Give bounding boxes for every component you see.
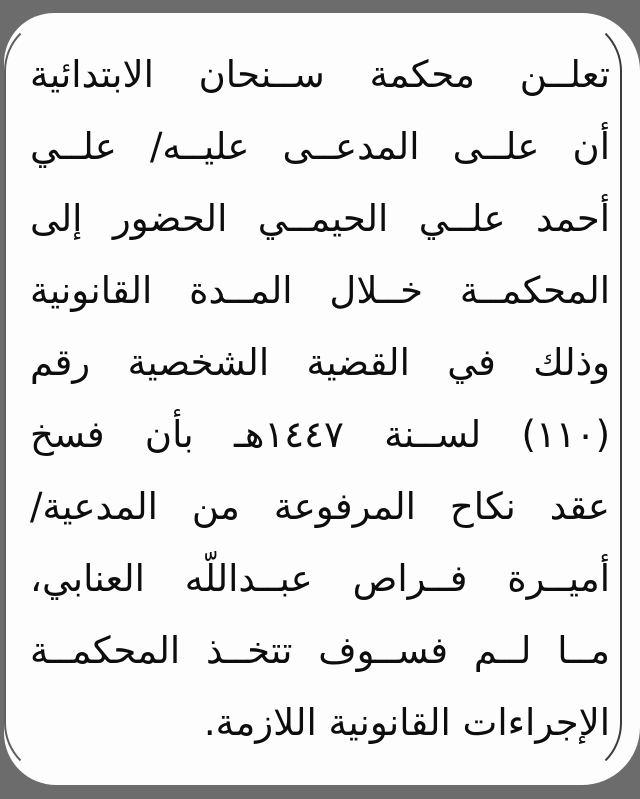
notice-line: مــا لــم فســوف تتخــذ المحكمــة [30, 629, 610, 672]
notice-line: أميــرة فــراص عبــداللّه العنابي، [30, 557, 610, 600]
notice-line: الإجراءات القانونية اللازمة. [203, 701, 610, 744]
notice-line: أن علــى المدعــى عليــه/ علــي [30, 125, 610, 168]
notice-line: تعلــن محكمة ســنحان الابتدائية [30, 53, 610, 96]
notice-line: أحمد علــي الحيمــي الحضور إلى [30, 197, 610, 240]
notice-text-block [30, 39, 610, 759]
notice-card [4, 13, 640, 785]
notice-line: المحكمــة خــلال المــدة القانونية [30, 269, 610, 312]
notice-line: وذلك في القضية الشخصية رقم [30, 341, 610, 384]
notice-line: (١١٠) لســنة ١٤٤٧هـ بأن فسخ [30, 413, 610, 456]
notice-line: عقد نكاح المرفوعة من المدعية/ [30, 485, 610, 528]
